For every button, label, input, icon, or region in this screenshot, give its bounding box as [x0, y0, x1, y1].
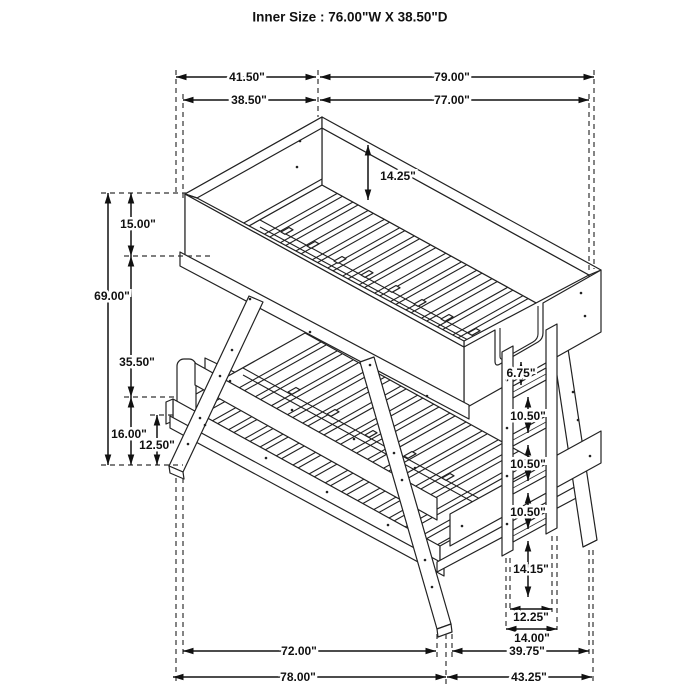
dim-label-top-upper-right: 79.00" — [434, 70, 470, 84]
dim-label-bottom-inner-left: 72.00" — [281, 644, 317, 658]
dim-label-bottom-outer-right: 43.25" — [511, 670, 547, 684]
dim-label-top-lower-left: 38.50" — [231, 93, 267, 107]
dim-label-rail-to-slats: 14.25" — [380, 169, 416, 183]
ladder-right-rail — [546, 324, 557, 534]
dim-label-ladder-step-1: 10.50" — [510, 409, 546, 423]
dim-label-bottom-outer-left: 78.00" — [280, 670, 316, 684]
drawing-title: Inner Size : 76.00"W X 38.50"D — [252, 9, 448, 25]
dim-label-ladder-bottom-gap: 14.15" — [513, 562, 549, 576]
dim-label-top-rail: 15.00" — [120, 217, 156, 231]
dim-label-top-upper-left: 41.50" — [229, 70, 265, 84]
dim-label-bunk-gap: 35.50" — [119, 355, 155, 369]
dim-label-under-bed-clearance: 12.50" — [139, 438, 175, 452]
dim-label-top-lower-right: 77.00" — [434, 93, 470, 107]
dim-label-lower-bunk-height: 16.00" — [111, 427, 147, 441]
dim-label-ladder-step-2: 10.50" — [510, 457, 546, 471]
dim-label-bottom-inner-right: 39.75" — [509, 644, 545, 658]
dim-label-ladder-step-3: 10.50" — [510, 505, 546, 519]
dim-label-ladder-width-outer: 14.00" — [514, 631, 550, 645]
dim-label-ladder-top-gap: 6.75" — [506, 366, 536, 380]
dim-label-overall-height: 69.00" — [94, 289, 130, 303]
dim-label-ladder-width-inner: 12.25" — [513, 610, 549, 624]
